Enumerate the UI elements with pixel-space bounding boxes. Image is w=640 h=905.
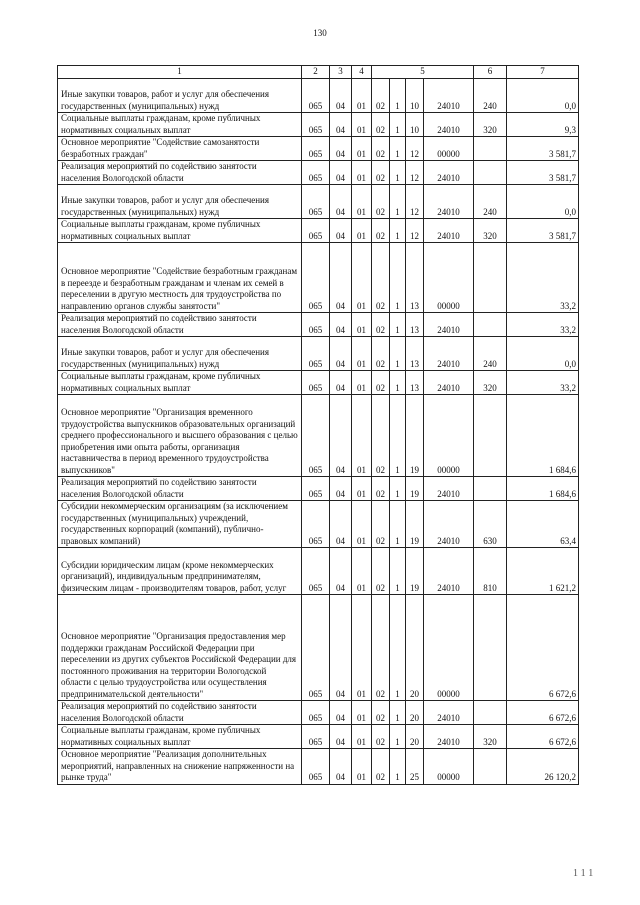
row-subsection: 01: [352, 501, 372, 548]
row-target-article-1: 02: [372, 477, 390, 501]
row-target-article-1: 02: [372, 595, 390, 701]
row-target-article-3: 19: [406, 477, 424, 501]
row-target-article-1: 02: [372, 219, 390, 243]
row-expense-type: 320: [474, 725, 507, 749]
row-target-article-2: 1: [390, 161, 406, 185]
row-target-article-2: 1: [390, 749, 406, 785]
row-target-article-1: 02: [372, 501, 390, 548]
row-subsection: 01: [352, 337, 372, 371]
row-target-article-1: 02: [372, 701, 390, 725]
row-target-article-4: 24010: [424, 371, 474, 395]
header-col-6: 6: [474, 66, 507, 79]
row-target-article-4: 00000: [424, 595, 474, 701]
row-expense-type: 240: [474, 337, 507, 371]
row-target-article-2: 1: [390, 219, 406, 243]
row-target-article-3: 13: [406, 371, 424, 395]
row-subsection: 01: [352, 595, 372, 701]
row-description: Основное мероприятие "Организация временного трудоустройства выпускников образовательных организаций среднего профессионального и высшего образования с целью приобретения ими опыта работы, организация наставничества в период временного трудоустройства выпускников": [58, 395, 302, 477]
row-target-article-1: 02: [372, 137, 390, 161]
row-target-article-3: 10: [406, 113, 424, 137]
row-admin-code: 065: [302, 371, 330, 395]
row-subsection: 01: [352, 219, 372, 243]
row-target-article-2: 1: [390, 337, 406, 371]
row-section: 04: [330, 548, 352, 595]
row-expense-type: [474, 477, 507, 501]
row-subsection: 01: [352, 371, 372, 395]
row-target-article-1: 02: [372, 243, 390, 313]
row-amount: 63,4: [507, 501, 579, 548]
row-target-article-1: 02: [372, 161, 390, 185]
row-description: Субсидии некоммерческим организациям (за исключением государственных (муниципальных) учреждений, государственных корпораций (компаний), публично-правовых компаний): [58, 501, 302, 548]
row-subsection: 01: [352, 161, 372, 185]
row-target-article-4: 24010: [424, 113, 474, 137]
row-description: Реализация мероприятий по содействию занятости населения Вологодской области: [58, 477, 302, 501]
table-row: [58, 161, 579, 185]
row-target-article-1: 02: [372, 548, 390, 595]
row-amount: 3 581,7: [507, 137, 579, 161]
row-description: Реализация мероприятий по содействию занятости населения Вологодской области: [58, 161, 302, 185]
row-target-article-2: 1: [390, 595, 406, 701]
row-target-article-3: 12: [406, 185, 424, 219]
table-row: [58, 337, 579, 371]
row-subsection: 01: [352, 243, 372, 313]
row-admin-code: 065: [302, 701, 330, 725]
row-amount: 6 672,6: [507, 725, 579, 749]
row-amount: 1 621,2: [507, 548, 579, 595]
row-target-article-2: 1: [390, 725, 406, 749]
row-amount: 6 672,6: [507, 595, 579, 701]
row-expense-type: [474, 701, 507, 725]
row-target-article-2: 1: [390, 243, 406, 313]
table-row: [58, 219, 579, 243]
table-row: [58, 548, 579, 595]
header-col-2: 2: [302, 66, 330, 79]
row-expense-type: 810: [474, 548, 507, 595]
header-col-4: 4: [352, 66, 372, 79]
row-description: Основное мероприятие "Содействие самозанятости безработных граждан": [58, 137, 302, 161]
row-description: Основное мероприятие "Реализация дополнительных мероприятий, направленных на снижение напряженности на рынке труда": [58, 749, 302, 785]
row-target-article-2: 1: [390, 701, 406, 725]
row-target-article-2: 1: [390, 313, 406, 337]
row-amount: 33,2: [507, 371, 579, 395]
row-description: Субсидии юридическим лицам (кроме некоммерческих организаций), индивидуальным предпринимателям, физическим лицам - производителям товаров, работ, услуг: [58, 548, 302, 595]
row-expense-type: 320: [474, 219, 507, 243]
row-description: Иные закупки товаров, работ и услуг для обеспечения государственных (муниципальных) нужд: [58, 79, 302, 113]
table-row: [58, 477, 579, 501]
row-amount: 0,0: [507, 79, 579, 113]
row-target-article-3: 12: [406, 161, 424, 185]
row-target-article-4: 00000: [424, 395, 474, 477]
row-expense-type: 240: [474, 185, 507, 219]
row-section: 04: [330, 595, 352, 701]
row-subsection: 01: [352, 113, 372, 137]
row-target-article-2: 1: [390, 79, 406, 113]
row-subsection: 01: [352, 185, 372, 219]
table-row: [58, 243, 579, 313]
row-expense-type: 240: [474, 79, 507, 113]
row-amount: 26 120,2: [507, 749, 579, 785]
row-section: 04: [330, 161, 352, 185]
row-target-article-1: 02: [372, 337, 390, 371]
row-admin-code: 065: [302, 137, 330, 161]
row-description: Основное мероприятие "Содействие безработным гражданам в переезде и безработным гражданам и членам их семей в переселении в другую местность для трудоустройства по направлению органов службы занятости": [58, 243, 302, 313]
row-admin-code: 065: [302, 477, 330, 501]
row-target-article-4: 24010: [424, 185, 474, 219]
row-section: 04: [330, 185, 352, 219]
row-target-article-1: 02: [372, 185, 390, 219]
row-target-article-1: 02: [372, 79, 390, 113]
row-subsection: 01: [352, 725, 372, 749]
row-expense-type: [474, 395, 507, 477]
row-target-article-3: 20: [406, 701, 424, 725]
row-target-article-1: 02: [372, 395, 390, 477]
row-expense-type: 320: [474, 371, 507, 395]
row-target-article-1: 02: [372, 371, 390, 395]
table-header-row: [58, 66, 579, 79]
budget-table: [57, 65, 579, 785]
table-row: [58, 749, 579, 785]
row-target-article-3: 19: [406, 548, 424, 595]
row-amount: 0,0: [507, 185, 579, 219]
row-subsection: 01: [352, 395, 372, 477]
row-amount: 33,2: [507, 313, 579, 337]
row-admin-code: 065: [302, 501, 330, 548]
row-amount: 0,0: [507, 337, 579, 371]
row-section: 04: [330, 337, 352, 371]
row-expense-type: [474, 243, 507, 313]
row-section: 04: [330, 395, 352, 477]
row-target-article-4: 00000: [424, 749, 474, 785]
row-target-article-2: 1: [390, 371, 406, 395]
row-admin-code: 065: [302, 749, 330, 785]
table-row: [58, 725, 579, 749]
row-admin-code: 065: [302, 725, 330, 749]
row-admin-code: 065: [302, 113, 330, 137]
row-target-article-3: 19: [406, 501, 424, 548]
page-number: 130: [313, 28, 327, 38]
row-subsection: 01: [352, 749, 372, 785]
row-target-article-4: 24010: [424, 501, 474, 548]
row-target-article-3: 25: [406, 749, 424, 785]
row-subsection: 01: [352, 477, 372, 501]
header-col-3: 3: [330, 66, 352, 79]
row-amount: 6 672,6: [507, 701, 579, 725]
row-admin-code: 065: [302, 243, 330, 313]
corner-mark: 111: [573, 868, 597, 879]
row-target-article-2: 1: [390, 477, 406, 501]
row-subsection: 01: [352, 548, 372, 595]
row-subsection: 01: [352, 79, 372, 113]
row-subsection: 01: [352, 137, 372, 161]
row-section: 04: [330, 701, 352, 725]
row-target-article-4: 24010: [424, 79, 474, 113]
row-expense-type: [474, 595, 507, 701]
row-admin-code: 065: [302, 548, 330, 595]
header-col-7: 7: [507, 66, 579, 79]
row-admin-code: 065: [302, 337, 330, 371]
row-description: Иные закупки товаров, работ и услуг для обеспечения государственных (муниципальных) нужд: [58, 337, 302, 371]
row-target-article-4: 24010: [424, 725, 474, 749]
row-target-article-4: 00000: [424, 137, 474, 161]
table-row: [58, 137, 579, 161]
row-target-article-3: 12: [406, 137, 424, 161]
row-target-article-3: 13: [406, 337, 424, 371]
row-amount: 1 684,6: [507, 395, 579, 477]
row-expense-type: [474, 313, 507, 337]
row-target-article-2: 1: [390, 185, 406, 219]
row-target-article-2: 1: [390, 113, 406, 137]
row-admin-code: 065: [302, 595, 330, 701]
row-amount: 3 581,7: [507, 161, 579, 185]
row-admin-code: 065: [302, 313, 330, 337]
row-section: 04: [330, 79, 352, 113]
row-target-article-3: 20: [406, 725, 424, 749]
table-row: [58, 371, 579, 395]
row-target-article-3: 13: [406, 313, 424, 337]
row-target-article-4: 24010: [424, 313, 474, 337]
row-admin-code: 065: [302, 79, 330, 113]
row-target-article-3: 20: [406, 595, 424, 701]
row-expense-type: [474, 161, 507, 185]
row-target-article-4: 24010: [424, 161, 474, 185]
row-target-article-4: 00000: [424, 243, 474, 313]
table-row: [58, 595, 579, 701]
row-target-article-4: 24010: [424, 548, 474, 595]
row-section: 04: [330, 725, 352, 749]
table-row: [58, 79, 579, 113]
row-expense-type: 630: [474, 501, 507, 548]
table-row: [58, 501, 579, 548]
row-section: 04: [330, 113, 352, 137]
row-section: 04: [330, 477, 352, 501]
row-description: Реализация мероприятий по содействию занятости населения Вологодской области: [58, 701, 302, 725]
row-expense-type: [474, 749, 507, 785]
row-description: Социальные выплаты гражданам, кроме публичных нормативных социальных выплат: [58, 113, 302, 137]
row-target-article-2: 1: [390, 137, 406, 161]
row-subsection: 01: [352, 701, 372, 725]
row-section: 04: [330, 749, 352, 785]
table-row: [58, 313, 579, 337]
row-description: Иные закупки товаров, работ и услуг для обеспечения государственных (муниципальных) нужд: [58, 185, 302, 219]
table-row: [58, 113, 579, 137]
row-description: Реализация мероприятий по содействию занятости населения Вологодской области: [58, 313, 302, 337]
row-expense-type: 320: [474, 113, 507, 137]
row-amount: 9,3: [507, 113, 579, 137]
row-subsection: 01: [352, 313, 372, 337]
row-target-article-1: 02: [372, 313, 390, 337]
row-description: Основное мероприятие "Организация предоставления мер поддержки гражданам Российской Федерации при переселении из других субъектов Российской Федерации для постоянного проживания на территории Вологодской области с целью трудоустройства или осуществления предпринимательской деятельности": [58, 595, 302, 701]
row-section: 04: [330, 501, 352, 548]
row-description: Социальные выплаты гражданам, кроме публичных нормативных социальных выплат: [58, 219, 302, 243]
row-amount: 33,2: [507, 243, 579, 313]
row-target-article-1: 02: [372, 749, 390, 785]
row-amount: 1 684,6: [507, 477, 579, 501]
table-row: [58, 395, 579, 477]
row-target-article-1: 02: [372, 113, 390, 137]
row-target-article-2: 1: [390, 395, 406, 477]
row-section: 04: [330, 243, 352, 313]
header-col-1: 1: [58, 66, 302, 79]
row-admin-code: 065: [302, 185, 330, 219]
row-target-article-2: 1: [390, 501, 406, 548]
row-section: 04: [330, 137, 352, 161]
row-target-article-3: 12: [406, 219, 424, 243]
row-description: Социальные выплаты гражданам, кроме публичных нормативных социальных выплат: [58, 725, 302, 749]
row-target-article-4: 24010: [424, 337, 474, 371]
row-admin-code: 065: [302, 395, 330, 477]
row-section: 04: [330, 371, 352, 395]
row-description: Социальные выплаты гражданам, кроме публичных нормативных социальных выплат: [58, 371, 302, 395]
row-target-article-4: 24010: [424, 219, 474, 243]
header-col-5: 5: [372, 66, 474, 79]
row-expense-type: [474, 137, 507, 161]
row-section: 04: [330, 219, 352, 243]
row-section: 04: [330, 313, 352, 337]
row-target-article-4: 24010: [424, 477, 474, 501]
row-amount: 3 581,7: [507, 219, 579, 243]
row-target-article-2: 1: [390, 548, 406, 595]
row-target-article-1: 02: [372, 725, 390, 749]
row-target-article-3: 19: [406, 395, 424, 477]
row-admin-code: 065: [302, 161, 330, 185]
row-target-article-4: 24010: [424, 701, 474, 725]
table-row: [58, 701, 579, 725]
row-target-article-3: 13: [406, 243, 424, 313]
row-target-article-3: 10: [406, 79, 424, 113]
table-row: [58, 185, 579, 219]
row-admin-code: 065: [302, 219, 330, 243]
